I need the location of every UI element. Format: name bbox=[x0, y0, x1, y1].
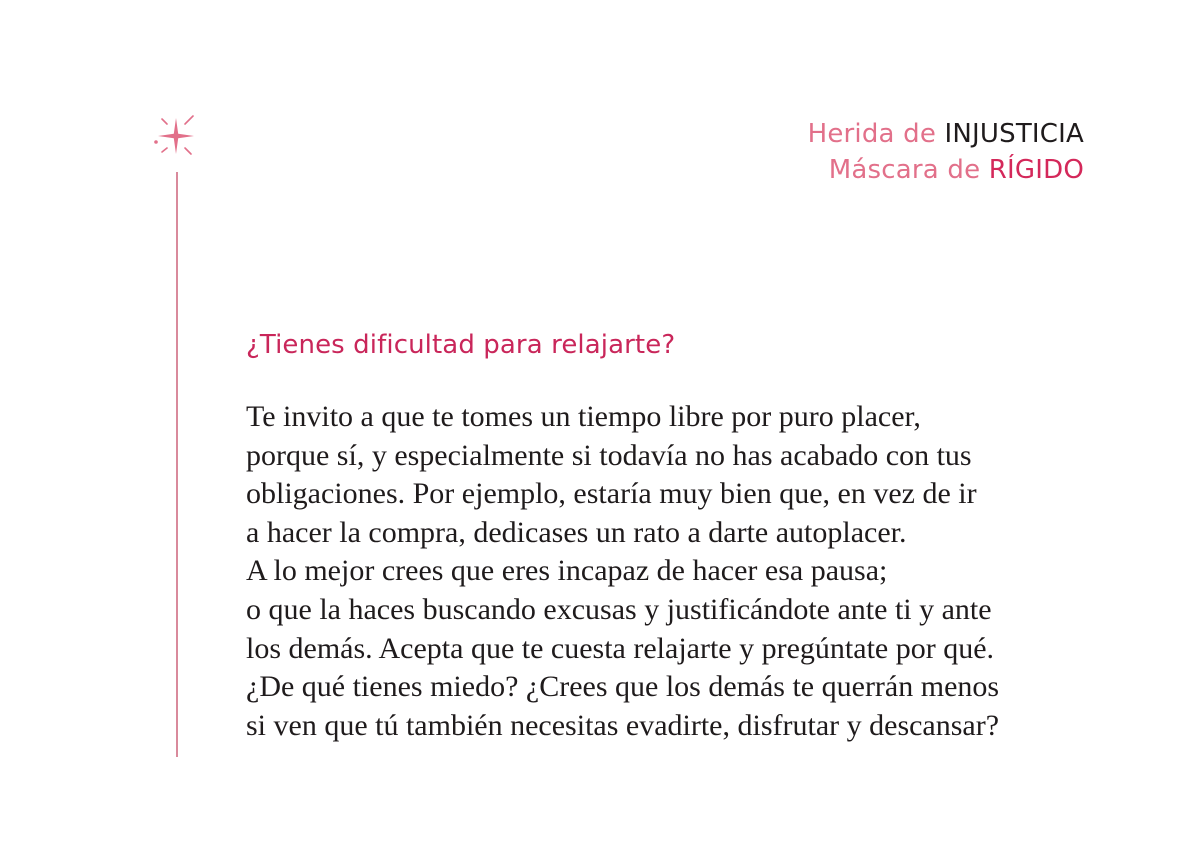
body-line: si ven que tú también necesitas evadirte, disfrutar y descansar? bbox=[246, 708, 1000, 742]
body-line: porque sí, y especialmente si todavía no has acabado con tus bbox=[246, 438, 972, 472]
body-line: A lo mejor crees que eres incapaz de hacer esa pausa; bbox=[246, 554, 888, 588]
header-line-wound bbox=[808, 116, 1084, 152]
body-line: o que la haces buscando excusas y justificándote ante ti y ante bbox=[246, 592, 992, 626]
body-line: Te invito a que te tomes un tiempo libre por puro placer, bbox=[246, 400, 921, 433]
header-wound-prefix: Herida de bbox=[807, 119, 945, 149]
body-line: obligaciones. Por ejemplo, estaría muy bien que, en vez de ir bbox=[246, 477, 977, 511]
body-line: los demás. Acepta que te cuesta relajarte y pregúntate por qué. bbox=[246, 631, 995, 665]
vertical-divider-line bbox=[176, 172, 178, 757]
body-line: ¿De qué tienes miedo? ¿Crees que los demás te querrán menos bbox=[246, 670, 1000, 704]
header-wound-name: INJUSTICIA bbox=[944, 119, 1084, 149]
sparkle-icon bbox=[152, 112, 200, 160]
body-paragraph bbox=[246, 398, 999, 745]
page-header bbox=[808, 116, 1084, 188]
header-mask-prefix: Máscara de bbox=[828, 155, 989, 185]
header-mask-name: RÍGIDO bbox=[988, 155, 1084, 185]
question-heading: ¿Tienes dificultad para relajarte? bbox=[246, 330, 676, 360]
body-line: a hacer la compra, dedicases un rato a darte autoplacer. bbox=[246, 515, 907, 549]
header-line-mask bbox=[808, 152, 1084, 188]
